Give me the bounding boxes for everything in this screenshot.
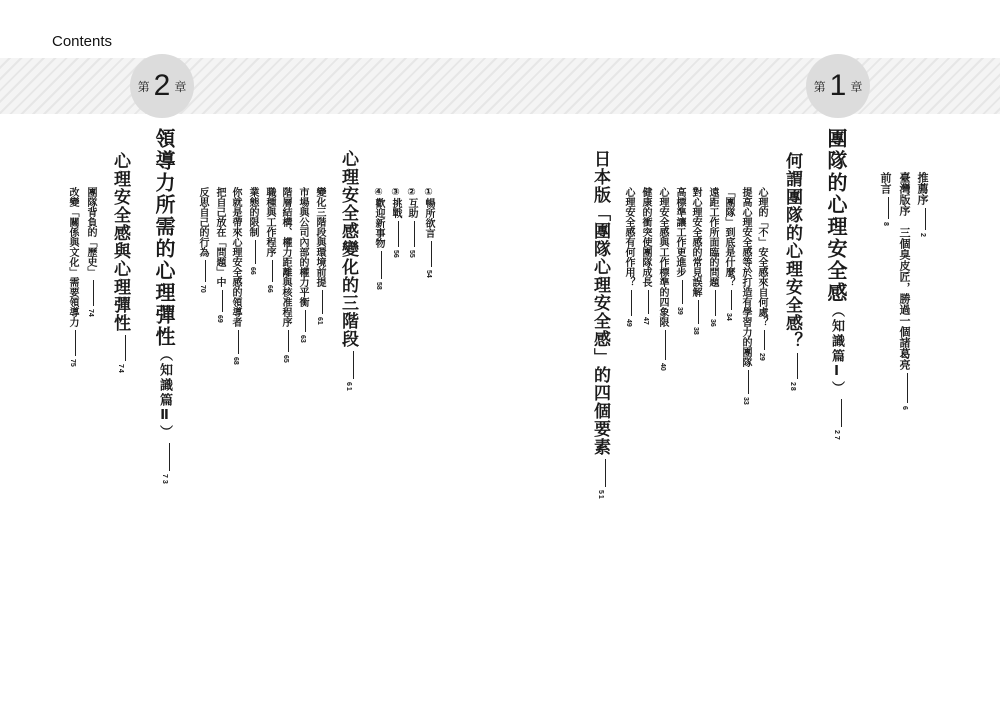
toc-entry[interactable]: 市場與公司內部的權力平衡63: [297, 187, 308, 343]
toc-entry[interactable]: 階層結構、權力距離與核准程序65: [280, 187, 291, 363]
contents-label: Contents: [52, 33, 113, 50]
chapter-1-badge: 第 1 章: [806, 54, 870, 118]
section-heading[interactable]: 心理安全感與心理彈性74: [110, 152, 130, 374]
toc-entry[interactable]: 團隊背負的「歷史」74: [85, 187, 96, 317]
toc-entry[interactable]: 你就是帶來心理安全感的領導者68: [230, 187, 241, 365]
section-heading[interactable]: 何謂團隊的心理安全感？28: [782, 152, 802, 392]
toc-entry[interactable]: 遠距工作所面臨的問題36: [707, 187, 718, 327]
toc-entry[interactable]: 高標準讓工作更進步39: [674, 187, 685, 315]
toc-entry[interactable]: 反思自己的行為70: [197, 187, 208, 293]
toc-entry[interactable]: 職種與工作程序66: [264, 187, 275, 293]
chapter-2-title[interactable]: 領導力所需的心理彈性（知識篇Ⅱ）73: [152, 128, 176, 486]
chapter-1-title[interactable]: 團隊的心理安全感（知識篇Ⅰ）27: [824, 128, 848, 442]
toc-entry[interactable]: ①暢所欲言54: [423, 187, 434, 278]
chapter-2-badge: 第 2 章: [130, 54, 194, 118]
toc-entry[interactable]: 提高心理安全感等於打造有學習力的團隊33: [740, 187, 751, 405]
toc-entry[interactable]: 變化三階段與環境前提61: [314, 187, 325, 325]
toc-entry[interactable]: 心理安全感有何作用？49: [623, 187, 634, 327]
toc-entry[interactable]: 心理安全感與工作標準的四象限40: [657, 187, 668, 371]
section-heading[interactable]: 心理安全感變化的三階段61: [338, 150, 358, 392]
toc-entry[interactable]: 前言8: [879, 172, 892, 226]
toc-entry[interactable]: 對心理安全感的常見誤解38: [690, 187, 701, 335]
toc-entry[interactable]: 推薦序2: [916, 172, 929, 237]
toc-entry[interactable]: 臺灣版序 三個臭皮匠，勝過一個諸葛亮6: [898, 172, 911, 410]
toc-entry[interactable]: 業態的限制66: [247, 187, 258, 275]
toc-entry[interactable]: ③挑戰56: [390, 187, 401, 258]
toc-entry[interactable]: 把自己放在「問題」中69: [214, 187, 225, 323]
toc-entry[interactable]: 心理的「不」安全感來自何處？29: [756, 187, 767, 361]
toc-entry[interactable]: ②互助55: [406, 187, 417, 258]
toc-entry[interactable]: 改變「關係與文化」需要領導力75: [67, 187, 78, 367]
section-heading[interactable]: 日本版「團隊心理安全感」的四個要素51: [590, 150, 610, 500]
toc-entry[interactable]: ④歡迎新事物58: [373, 187, 384, 290]
toc-entry[interactable]: 「團隊」到底是什麼？34: [723, 187, 734, 321]
toc-entry[interactable]: 健康的衝突使團隊成長47: [640, 187, 651, 325]
